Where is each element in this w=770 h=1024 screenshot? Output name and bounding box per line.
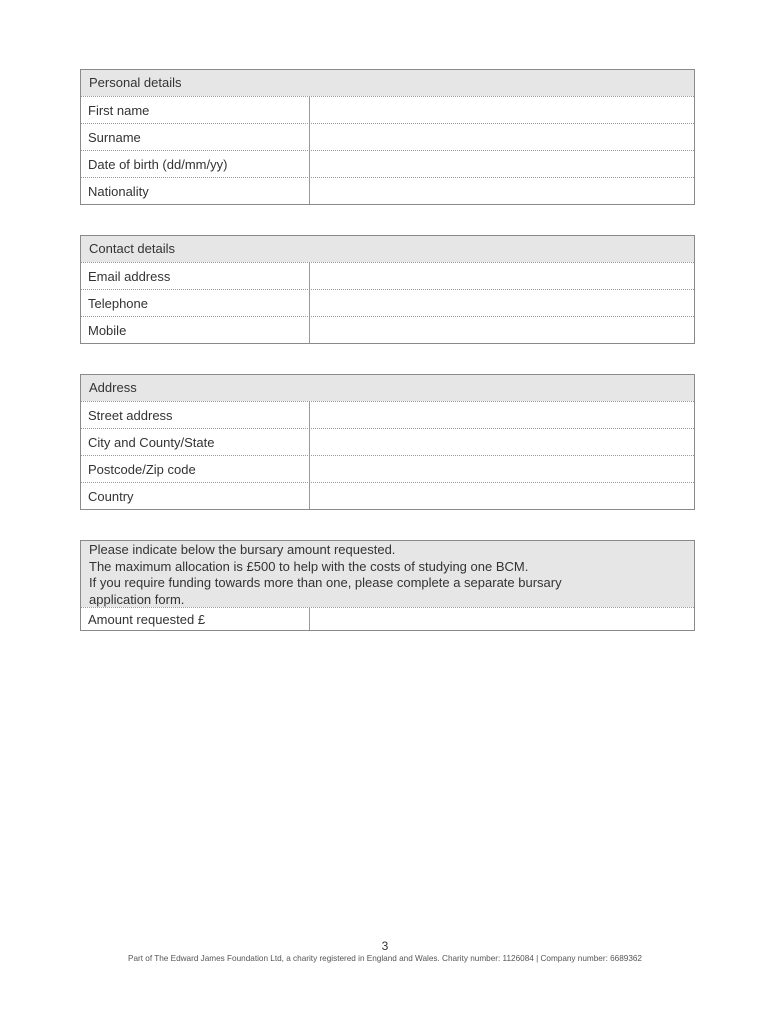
email-input[interactable] — [310, 263, 694, 289]
amount-requested-label: Amount requested £ — [81, 608, 310, 630]
city-county-input[interactable] — [310, 429, 694, 455]
amount-requested-row — [81, 607, 694, 630]
nationality-input[interactable] — [310, 178, 694, 204]
bursary-instructions — [81, 541, 694, 607]
telephone-row — [81, 289, 694, 316]
country-label: Country — [81, 483, 310, 509]
city-county-row — [81, 428, 694, 455]
first-name-label: First name — [81, 97, 310, 123]
email-label: Email address — [81, 263, 310, 289]
postcode-row — [81, 455, 694, 482]
contact-details-header: Contact details — [81, 236, 694, 262]
street-address-input[interactable] — [310, 402, 694, 428]
mobile-input[interactable] — [310, 317, 694, 343]
first-name-input[interactable] — [310, 97, 694, 123]
surname-input[interactable] — [310, 124, 694, 150]
bursary-line-1: Please indicate below the bursary amount requested. — [89, 542, 396, 557]
street-address-label: Street address — [81, 402, 310, 428]
date-of-birth-label: Date of birth (dd/mm/yy) — [81, 151, 310, 177]
surname-row — [81, 123, 694, 150]
surname-label: Surname — [81, 124, 310, 150]
personal-details-section — [80, 69, 695, 205]
mobile-row — [81, 316, 694, 343]
address-section — [80, 374, 695, 510]
postcode-label: Postcode/Zip code — [81, 456, 310, 482]
telephone-input[interactable] — [310, 290, 694, 316]
personal-details-header: Personal details — [81, 70, 694, 96]
footer-legal-text: Part of The Edward James Foundation Ltd, a charity registered in England and Wales. Charity number: 1126084 | Company number: 6689362 — [128, 954, 642, 963]
address-header: Address — [81, 375, 694, 401]
nationality-row — [81, 177, 694, 204]
city-county-label: City and County/State — [81, 429, 310, 455]
date-of-birth-input[interactable] — [310, 151, 694, 177]
bursary-line-4: application form. — [89, 591, 185, 607]
country-row — [81, 482, 694, 509]
bursary-line-2: The maximum allocation is £500 to help with the costs of studying one BCM. — [89, 558, 529, 574]
mobile-label: Mobile — [81, 317, 310, 343]
bursary-section — [80, 540, 695, 631]
contact-details-section — [80, 235, 695, 344]
email-row — [81, 262, 694, 289]
postcode-input[interactable] — [310, 456, 694, 482]
nationality-label: Nationality — [81, 178, 310, 204]
telephone-label: Telephone — [81, 290, 310, 316]
country-input[interactable] — [310, 483, 694, 509]
date-of-birth-row — [81, 150, 694, 177]
amount-requested-input[interactable] — [310, 608, 694, 630]
street-address-row — [81, 401, 694, 428]
page-number: 3 — [381, 939, 389, 953]
bursary-line-3: If you require funding towards more than one, please complete a separate bursary — [89, 575, 562, 590]
first-name-row — [81, 96, 694, 123]
